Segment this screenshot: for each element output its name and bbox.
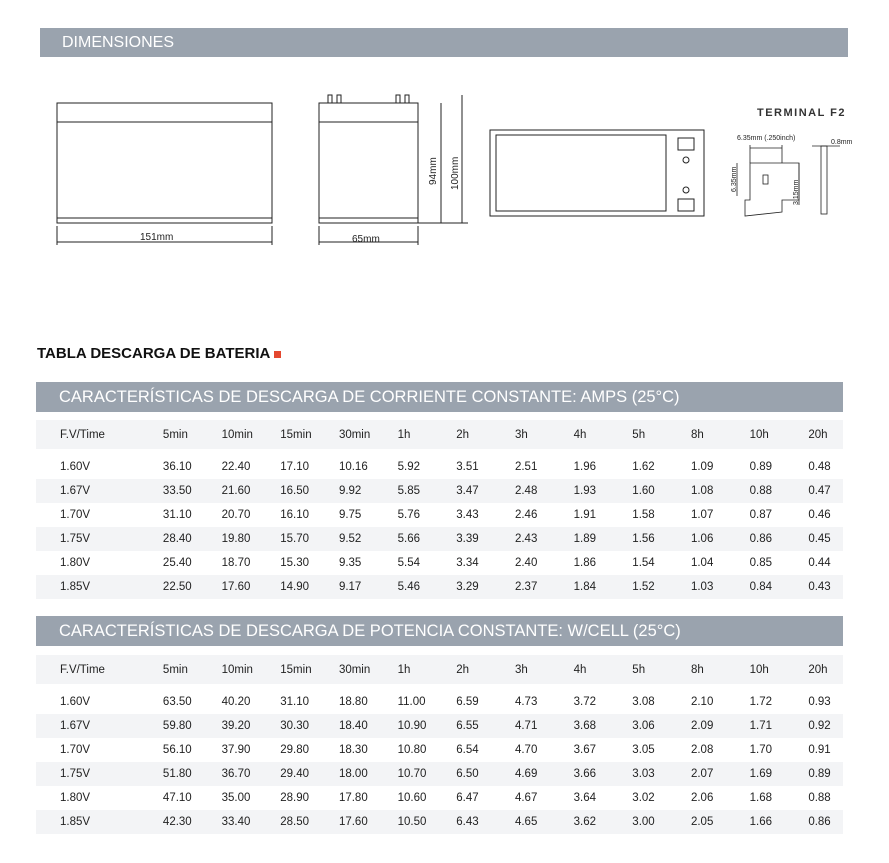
table-cell: 6.43 [432, 810, 491, 834]
table-cell: 1.70V [60, 744, 91, 756]
section-title-text: TABLA DESCARGA DE BATERIA [37, 345, 271, 362]
column-header: 3h [491, 655, 550, 684]
section-title [37, 345, 281, 362]
column-header: F.V/Time [36, 420, 139, 449]
table-cell: 1.89 [550, 527, 609, 551]
table-cell: 1.70V [60, 509, 91, 521]
column-header: 3h [491, 420, 550, 449]
column-header: 8h [667, 655, 726, 684]
table-cell: 3.06 [608, 714, 667, 738]
table-cell: 3.03 [608, 762, 667, 786]
table-row [36, 810, 843, 834]
table-cell: 39.20 [198, 714, 257, 738]
table-cell: 0.92 [784, 714, 843, 738]
table-cell: 9.35 [338, 557, 362, 569]
table-cell: 10.70 [374, 762, 433, 786]
table-cell: 9.17 [315, 575, 374, 599]
table-cell: 9.52 [315, 527, 374, 551]
table-cell: 2.06 [690, 792, 714, 804]
table-cell: 1.03 [667, 575, 726, 599]
table-cell: 1.68 [749, 792, 773, 804]
table-cell: 10.16 [338, 461, 368, 473]
table-cell: 3.00 [608, 810, 667, 834]
table-cell: 6.55 [432, 714, 491, 738]
table1-title-bar [36, 382, 843, 412]
table-cell: 0.88 [808, 792, 831, 804]
table-cell: 0.86 [726, 527, 785, 551]
table-cell: 63.50 [162, 696, 192, 708]
table-cell: 3.66 [550, 762, 609, 786]
height-100-label: 100mm [450, 156, 461, 190]
table-cell: 0.89 [749, 461, 773, 473]
table-cell: 40.20 [221, 696, 251, 708]
table-cell: 2.10 [690, 696, 714, 708]
table-row [36, 527, 843, 551]
table-cell: 5.54 [397, 557, 420, 569]
column-header: 30min [315, 655, 374, 684]
table-cell: 4.65 [491, 810, 550, 834]
table-cell: 1.67V [36, 479, 139, 503]
table-cell: 22.40 [221, 461, 251, 473]
table-cell: 2.05 [667, 810, 726, 834]
table-cell: 1.52 [608, 575, 667, 599]
table-cell: 3.68 [550, 714, 609, 738]
column-header: 1h [374, 655, 433, 684]
table-cell: 1.58 [632, 509, 655, 521]
table-cell: 31.10 [162, 509, 192, 521]
table-cell: 1.08 [667, 479, 726, 503]
top-view-drawing [490, 130, 704, 216]
table-cell: 17.60 [198, 575, 257, 599]
table-cell: 36.10 [162, 461, 192, 473]
accent-square [274, 351, 281, 358]
table-cell: 17.10 [280, 461, 310, 473]
column-header: 10h [726, 420, 785, 449]
column-header: 5h [608, 420, 667, 449]
table-cell: 0.47 [784, 479, 843, 503]
table-cell: 1.07 [690, 509, 714, 521]
table-cell: 16.50 [256, 479, 315, 503]
terminal-thickness-label: 0.8mm [831, 139, 853, 146]
table-cell: 0.88 [726, 479, 785, 503]
table-cell: 31.10 [280, 696, 310, 708]
terminal-hole-label: 3.15mm [793, 179, 800, 205]
table-cell: 42.30 [139, 810, 198, 834]
column-header: 10min [198, 420, 257, 449]
table-cell: 2.46 [514, 509, 538, 521]
table-cell: 1.85V [36, 810, 139, 834]
table-cell: 18.00 [315, 762, 374, 786]
table-cell: 2.07 [667, 762, 726, 786]
table-cell: 0.89 [784, 762, 843, 786]
table-cell: 4.69 [491, 762, 550, 786]
table-cell: 3.51 [456, 461, 479, 473]
table-cell: 0.46 [808, 509, 831, 521]
table2-title: CARACTERÍSTICAS DE DESCARGA DE POTENCIA CONSTANTE: W/CELL (25°C) [59, 621, 681, 640]
table-cell: 36.70 [198, 762, 257, 786]
table-row [36, 455, 843, 479]
table-cell: 37.90 [221, 744, 251, 756]
table-cell: 14.90 [256, 575, 315, 599]
table-cell: 4.70 [514, 744, 538, 756]
column-header: 15min [256, 420, 315, 449]
table-cell: 3.72 [573, 696, 597, 708]
table-cell: 5.66 [374, 527, 433, 551]
table-cell: 20.70 [221, 509, 251, 521]
dimensions-header-label: DIMENSIONES [62, 33, 175, 51]
column-header: 4h [550, 420, 609, 449]
table-cell: 1.91 [573, 509, 597, 521]
table-cell: 1.70 [749, 744, 773, 756]
table-cell: 1.62 [632, 461, 655, 473]
table-cell: 1.09 [690, 461, 714, 473]
column-header: 15min [256, 655, 315, 684]
table-cell: 2.48 [491, 479, 550, 503]
table-cell: 3.08 [632, 696, 655, 708]
table-cell: 47.10 [162, 792, 192, 804]
table-cell: 30.30 [256, 714, 315, 738]
column-header-row [36, 420, 843, 449]
table-cell: 3.34 [456, 557, 479, 569]
table-cell: 1.60V [60, 696, 91, 708]
table-cell: 1.80V [60, 557, 91, 569]
table-cell: 0.93 [808, 696, 831, 708]
width-label: 65mm [352, 234, 380, 245]
table-cell: 17.80 [338, 792, 368, 804]
table-cell: 2.09 [667, 714, 726, 738]
table-cell: 5.46 [374, 575, 433, 599]
table-cell: 4.71 [491, 714, 550, 738]
table-cell: 33.40 [198, 810, 257, 834]
column-header: 5h [608, 655, 667, 684]
table-cell: 1.84 [550, 575, 609, 599]
column-header-row [36, 655, 843, 684]
terminal-drawing [737, 145, 840, 216]
terminal-width-label: 6.35mm (.250inch) [737, 135, 796, 142]
column-header: 20h [784, 655, 843, 684]
table-cell: 9.75 [338, 509, 362, 521]
table-cell: 15.30 [280, 557, 310, 569]
table1-title: CARACTERÍSTICAS DE DESCARGA DE CORRIENTE CONSTANTE: AMPS (25°C) [59, 387, 680, 406]
table-cell: 0.87 [749, 509, 773, 521]
table-cell: 10.80 [397, 744, 427, 756]
length-label: 151mm [140, 232, 174, 243]
table-cell: 10.90 [374, 714, 433, 738]
table-cell: 1.96 [573, 461, 597, 473]
terminal-height-label: 6.35mm [731, 166, 738, 192]
table-cell: 5.76 [397, 509, 420, 521]
table-cell: 3.05 [632, 744, 655, 756]
table-cell: 25.40 [162, 557, 192, 569]
table-cell: 1.86 [573, 557, 597, 569]
table-cell: 0.85 [749, 557, 773, 569]
table-cell: 3.43 [456, 509, 479, 521]
column-header: 30min [315, 420, 374, 449]
table-cell: 0.91 [808, 744, 831, 756]
column-header: 4h [550, 655, 609, 684]
table-row [36, 738, 843, 762]
column-header: 2h [432, 655, 491, 684]
table-row [36, 762, 843, 786]
table-cell: 18.30 [338, 744, 368, 756]
table-cell: 0.86 [784, 810, 843, 834]
column-header: 10h [726, 655, 785, 684]
table-cell: 1.72 [749, 696, 773, 708]
table-cell: 33.50 [139, 479, 198, 503]
column-header: 8h [667, 420, 726, 449]
table-cell: 10.50 [374, 810, 433, 834]
table-cell: 3.29 [432, 575, 491, 599]
table-cell: 3.47 [432, 479, 491, 503]
column-header: 2h [432, 420, 491, 449]
table-cell: 18.80 [338, 696, 368, 708]
table-cell: 0.43 [784, 575, 843, 599]
table-cell: 1.93 [550, 479, 609, 503]
table-cell: 29.80 [280, 744, 310, 756]
table-cell: 1.56 [608, 527, 667, 551]
table-cell: 2.51 [514, 461, 538, 473]
table-cell: 1.85V [36, 575, 139, 599]
table-cell: 1.66 [726, 810, 785, 834]
table-cell: 21.60 [198, 479, 257, 503]
table-cell: 28.90 [280, 792, 310, 804]
table2-title-bar [36, 616, 843, 646]
column-header: 10min [198, 655, 257, 684]
table-cell: 4.67 [514, 792, 538, 804]
power-discharge-table [36, 655, 843, 834]
column-header: 1h [374, 420, 433, 449]
table-row [36, 714, 843, 738]
table-cell: 6.50 [432, 762, 491, 786]
table-cell: 3.02 [632, 792, 655, 804]
column-header: 5min [139, 655, 198, 684]
table-cell: 5.85 [374, 479, 433, 503]
table-cell: 1.04 [690, 557, 714, 569]
table-cell: 3.62 [550, 810, 609, 834]
table-cell: 1.60V [60, 461, 91, 473]
table-cell: 11.00 [397, 696, 426, 708]
table-cell: 0.48 [808, 461, 831, 473]
table-cell: 2.40 [514, 557, 538, 569]
table-cell: 22.50 [139, 575, 198, 599]
table-cell: 15.70 [256, 527, 315, 551]
current-discharge-table [36, 420, 843, 599]
table-cell: 1.60 [608, 479, 667, 503]
table-row [36, 551, 843, 575]
table-cell: 6.54 [456, 744, 479, 756]
table-cell: 6.59 [456, 696, 479, 708]
terminal-title: TERMINAL F2 [757, 107, 847, 119]
table-cell: 0.84 [726, 575, 785, 599]
table-row [36, 786, 843, 810]
table-cell: 10.60 [397, 792, 427, 804]
table-cell: 1.75V [36, 527, 139, 551]
column-header: F.V/Time [36, 655, 139, 684]
table-row [36, 690, 843, 714]
table-cell: 56.10 [162, 744, 192, 756]
table-cell: 2.37 [491, 575, 550, 599]
front-view-drawing [57, 103, 272, 245]
height-94-label: 94mm [428, 157, 439, 185]
table-cell: 0.45 [784, 527, 843, 551]
table-row [36, 575, 843, 599]
table-cell: 1.75V [36, 762, 139, 786]
table-cell: 18.70 [221, 557, 251, 569]
table-cell: 28.50 [256, 810, 315, 834]
table-cell: 35.00 [221, 792, 251, 804]
table-cell: 2.43 [491, 527, 550, 551]
table-cell: 4.73 [514, 696, 538, 708]
table-cell: 1.69 [726, 762, 785, 786]
dimension-drawings [0, 0, 889, 300]
side-view-drawing [319, 95, 468, 245]
table-cell: 16.10 [280, 509, 310, 521]
table-cell: 1.67V [36, 714, 139, 738]
table-cell: 6.47 [456, 792, 479, 804]
table-cell: 29.40 [256, 762, 315, 786]
table-row [36, 479, 843, 503]
table-cell: 1.06 [667, 527, 726, 551]
table-cell: 2.08 [690, 744, 714, 756]
table-cell: 18.40 [315, 714, 374, 738]
table-row [36, 503, 843, 527]
table-cell: 9.92 [315, 479, 374, 503]
column-header: 20h [784, 420, 843, 449]
column-header: 5min [139, 420, 198, 449]
table-cell: 1.71 [726, 714, 785, 738]
table-cell: 5.92 [397, 461, 420, 473]
table-cell: 51.80 [139, 762, 198, 786]
table-cell: 3.64 [573, 792, 597, 804]
table-cell: 1.80V [60, 792, 91, 804]
table-cell: 3.39 [432, 527, 491, 551]
table-cell: 59.80 [139, 714, 198, 738]
table-cell: 3.67 [573, 744, 597, 756]
table-cell: 17.60 [315, 810, 374, 834]
table-cell: 19.80 [198, 527, 257, 551]
table-cell: 1.54 [632, 557, 655, 569]
table-cell: 0.44 [808, 557, 831, 569]
table-cell: 28.40 [139, 527, 198, 551]
